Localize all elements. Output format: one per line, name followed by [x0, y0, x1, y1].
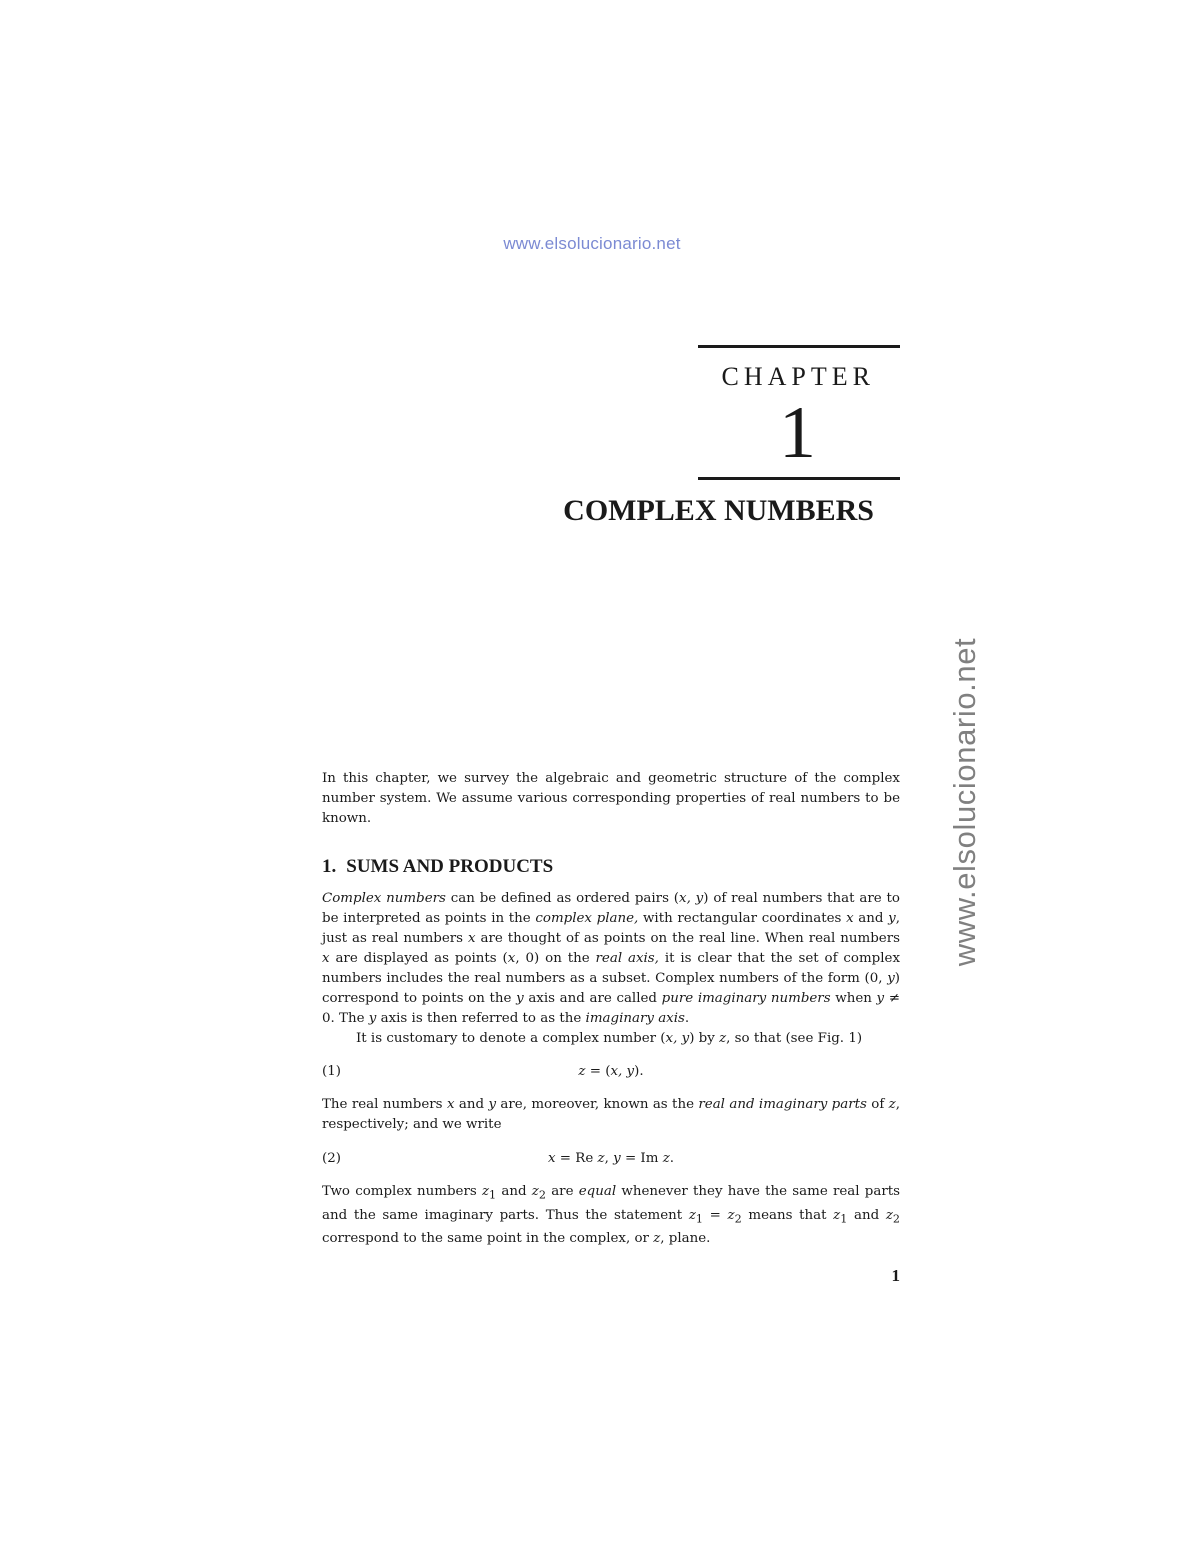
text-run: can be defined as ordered pairs (: [445, 891, 680, 906]
intro-text: In this chapter, we survey the algebraic and geometric structure of the complex number system. We assume various corresponding properties of real numbers to be known.: [322, 771, 900, 826]
math-var: z: [688, 1207, 696, 1223]
text-run: with rectangular coordinates: [638, 911, 847, 926]
section-title: SUMS AND PRODUCTS: [346, 856, 554, 877]
text-run: ,: [604, 1151, 614, 1166]
math-var: z: [662, 1151, 670, 1166]
text-run: it is clear that the set of complex numbers includes the real numbers as a subset. Complex numbers of the form (0,: [322, 951, 900, 986]
math-var: x: [547, 1151, 556, 1166]
text-run: It is customary to denote a complex number (: [356, 1031, 666, 1046]
equation-1: [322, 1061, 900, 1083]
text-run: , respectively; and we write: [322, 1097, 900, 1132]
page-number: 1: [891, 1266, 900, 1285]
equality-paragraph-text: [322, 1182, 900, 1249]
parts-paragraph: [322, 1095, 900, 1135]
chapter-label: CHAPTER: [721, 362, 875, 391]
text-run: ) correspond to points on the: [322, 971, 900, 1006]
math-var: z: [727, 1207, 735, 1223]
math-var: z: [888, 1097, 896, 1112]
math-var: x: [507, 951, 516, 966]
math-var: y: [888, 911, 896, 926]
equation-1-body: [322, 1061, 900, 1083]
term-imaginary-axis: imaginary axis: [585, 1011, 685, 1026]
subscript: 2: [538, 1188, 546, 1202]
math-var: z: [885, 1207, 893, 1223]
text-run: and: [454, 1097, 489, 1112]
text-run: , so that (see Fig. 1): [726, 1031, 863, 1046]
math-var: y: [488, 1097, 497, 1112]
math-var: x, y: [679, 891, 704, 906]
text-run: axis and are called: [523, 991, 662, 1006]
math-var: z: [578, 1064, 586, 1079]
text-run: =: [703, 1207, 728, 1223]
text-run: means that: [741, 1207, 834, 1223]
math-var: x: [322, 951, 330, 966]
text-run: ) of real numbers that are to be interpreted as points in the: [322, 891, 900, 926]
text-run: = (: [585, 1064, 611, 1079]
math-var: y: [613, 1151, 621, 1166]
math-var: y: [887, 971, 895, 986]
subscript: 2: [892, 1212, 900, 1226]
text-run: Two complex numbers: [322, 1184, 482, 1199]
text-run: The real numbers: [322, 1097, 447, 1112]
text-run: are thought of as points on the real line. When real numbers: [475, 931, 900, 946]
subscript: 1: [840, 1212, 848, 1226]
text-run: and: [496, 1184, 532, 1199]
math-var: z: [719, 1031, 727, 1046]
math-var: x, y: [665, 1031, 690, 1046]
subscript: 1: [489, 1188, 497, 1202]
math-var: z: [481, 1184, 490, 1199]
math-var: y: [516, 991, 524, 1006]
subscript: 2: [734, 1212, 742, 1226]
math-var: x: [446, 1097, 455, 1112]
subscript: 1: [695, 1212, 704, 1226]
math-var: z: [597, 1151, 605, 1166]
equation-2-number: (2): [322, 1151, 341, 1166]
text-run: of: [866, 1097, 889, 1112]
text-run: , plane.: [660, 1231, 711, 1247]
text-run: when: [830, 991, 877, 1006]
math-var: z: [833, 1207, 841, 1223]
math-var: y: [368, 1011, 377, 1026]
text-run: ≠ 0. The: [322, 991, 900, 1026]
section-number: 1.: [322, 856, 337, 877]
text-run: .: [669, 1151, 675, 1166]
text-run: , 0) on the: [515, 951, 596, 966]
text-run: and: [847, 1207, 886, 1223]
equation-2: [322, 1148, 900, 1170]
math-var: x: [467, 931, 476, 946]
term-real-axis: real axis,: [595, 951, 659, 966]
term-complex-plane: complex plane,: [535, 911, 639, 926]
math-var: x: [846, 911, 854, 926]
notation-sentence: [322, 1029, 900, 1049]
text-run: are, moreover, known as the: [496, 1097, 699, 1112]
math-var: z: [531, 1184, 539, 1199]
text-run: whenever they have the same real parts and the same imaginary parts. Thus the statement: [322, 1184, 900, 1223]
term-equal: equal: [578, 1184, 617, 1199]
equation-2-body: [322, 1148, 900, 1170]
math-var: y: [876, 991, 885, 1006]
chapter-rule-bottom: [698, 477, 900, 480]
section-heading: [322, 856, 553, 878]
chapter-title: COMPLEX NUMBERS: [563, 494, 874, 527]
watermark-side-url: www.elsolucionario.net: [947, 637, 982, 967]
chapter-number: 1: [779, 392, 816, 474]
watermark-top-url: www.elsolucionario.net: [503, 234, 681, 253]
text-run: .: [684, 1011, 690, 1026]
intro-paragraph: [322, 769, 900, 829]
text-run: ).: [634, 1064, 644, 1079]
text-run: , just as real numbers: [322, 911, 900, 946]
text-run: are displayed as points (: [329, 951, 508, 966]
equation-1-number: (1): [322, 1064, 341, 1079]
term-complex-numbers: Complex numbers: [322, 891, 446, 906]
term-real-imaginary-parts: real and imaginary parts: [698, 1097, 867, 1112]
text-run: are: [545, 1184, 579, 1199]
text-run: and: [853, 911, 889, 926]
text-run: correspond to the same point in the complex, or: [322, 1231, 654, 1247]
text-run: = Im: [620, 1151, 663, 1166]
text-run: axis is then referred to as the: [376, 1011, 586, 1026]
text-run: ) by: [689, 1031, 720, 1046]
text-run: = Re: [555, 1151, 598, 1166]
equality-paragraph: [322, 1182, 900, 1249]
term-pure-imaginary: pure imaginary numbers: [661, 991, 831, 1006]
sums-paragraph: [322, 889, 900, 1049]
math-var: z: [653, 1231, 661, 1247]
parts-paragraph-text: [322, 1095, 900, 1135]
sums-paragraph-text: [322, 889, 900, 1029]
math-var: x, y: [610, 1064, 635, 1079]
chapter-rule-top: [698, 345, 900, 348]
